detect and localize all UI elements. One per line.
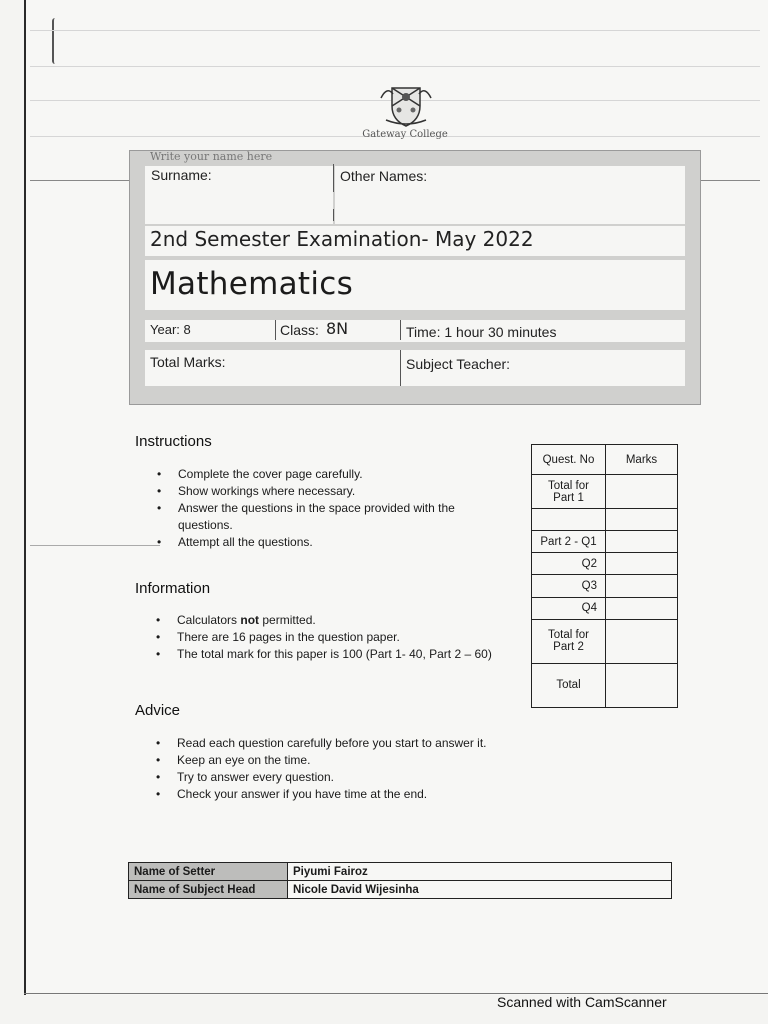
subject-title: Mathematics [150, 266, 354, 302]
table-row [532, 597, 678, 619]
table-header: Quest. No [532, 445, 606, 475]
faint-rule [30, 66, 760, 67]
setter-label: Name of Setter [129, 863, 288, 881]
instructions-heading: Instructions [135, 433, 212, 450]
subject-head-name: Nicole David Wijesinha [288, 881, 672, 899]
table-row [129, 881, 672, 899]
marks-cell[interactable] [606, 575, 678, 597]
table-row [532, 663, 678, 707]
total-marks-label: Total Marks: [150, 354, 226, 370]
subject-head-label: Name of Subject Head [129, 881, 288, 899]
divider [275, 320, 276, 340]
row-label: Total for Part 1 [532, 475, 606, 509]
marks-cell[interactable] [606, 663, 678, 707]
divider [400, 320, 401, 340]
table-row [532, 445, 678, 475]
row-label: Q4 [532, 597, 606, 619]
table-row [532, 509, 678, 531]
row-label: Q2 [532, 553, 606, 575]
information-heading: Information [135, 580, 211, 597]
setter-name: Piyumi Fairoz [288, 863, 672, 881]
list-item: • The total mark for this paper is 100 (Part 1- 40, Part 2 – 60) [156, 646, 536, 663]
list-item: • Try to answer every question. [156, 769, 536, 786]
name-hint: Write your name here [150, 150, 273, 163]
row-label: Q3 [532, 575, 606, 597]
divider [333, 164, 334, 192]
class-label: Class: [280, 322, 319, 338]
row-label [532, 509, 606, 531]
list-item: • Answer the questions in the space provided with the questions. [157, 500, 497, 534]
advice-list [156, 735, 536, 803]
marks-cell[interactable] [606, 509, 678, 531]
marks-cell[interactable] [606, 553, 678, 575]
year-label: Year: 8 [150, 322, 191, 337]
list-item-text: Calculators not permitted. [177, 613, 316, 627]
marks-cell[interactable] [606, 597, 678, 619]
surname-label: Surname: [151, 167, 212, 183]
list-item: • Check your answer if you have time at the end. [156, 786, 536, 803]
list-item: • Complete the cover page carefully. [157, 466, 497, 483]
list-item [156, 612, 536, 629]
list-item: • Read each question carefully before you start to answer it. [156, 735, 536, 752]
college-crest-icon [378, 80, 434, 128]
list-item: • There are 16 pages in the question paper. [156, 629, 536, 646]
college-name: Gateway College [362, 129, 448, 140]
table-row [532, 531, 678, 553]
list-item: • Show workings where necessary. [157, 483, 497, 500]
instructions-list [157, 466, 497, 551]
row-label: Part 2 - Q1 [532, 531, 606, 553]
class-value-handwritten: 8N [326, 319, 349, 338]
table-header: Marks [606, 445, 678, 475]
table-row [532, 619, 678, 663]
faint-rule [700, 180, 760, 181]
table-row [532, 475, 678, 509]
divider [400, 350, 401, 386]
faint-rule [30, 545, 160, 546]
divider [333, 209, 334, 221]
information-list [156, 612, 536, 663]
marks-table [531, 444, 678, 708]
table-row [532, 575, 678, 597]
scanner-watermark: Scanned with CamScanner [497, 994, 667, 1010]
table-row [129, 863, 672, 881]
marks-cell[interactable] [606, 619, 678, 663]
exam-title: 2nd Semester Examination- May 2022 [150, 227, 534, 251]
marks-cell[interactable] [606, 475, 678, 509]
time-label: Time: 1 hour 30 minutes [406, 324, 557, 340]
list-item: • Attempt all the questions. [157, 534, 497, 551]
other-names-label: Other Names: [340, 168, 428, 184]
advice-heading: Advice [135, 702, 181, 719]
staff-table [128, 862, 672, 899]
row-label: Total [532, 663, 606, 707]
row-label: Total for Part 2 [532, 619, 606, 663]
list-item: • Keep an eye on the time. [156, 752, 536, 769]
paper-left-edge [24, 0, 26, 995]
faint-rule [30, 180, 130, 181]
staple-mark [52, 18, 59, 64]
subject-teacher-label: Subject Teacher: [406, 356, 511, 372]
faint-rule [30, 30, 760, 31]
table-row [532, 553, 678, 575]
marks-cell[interactable] [606, 531, 678, 553]
